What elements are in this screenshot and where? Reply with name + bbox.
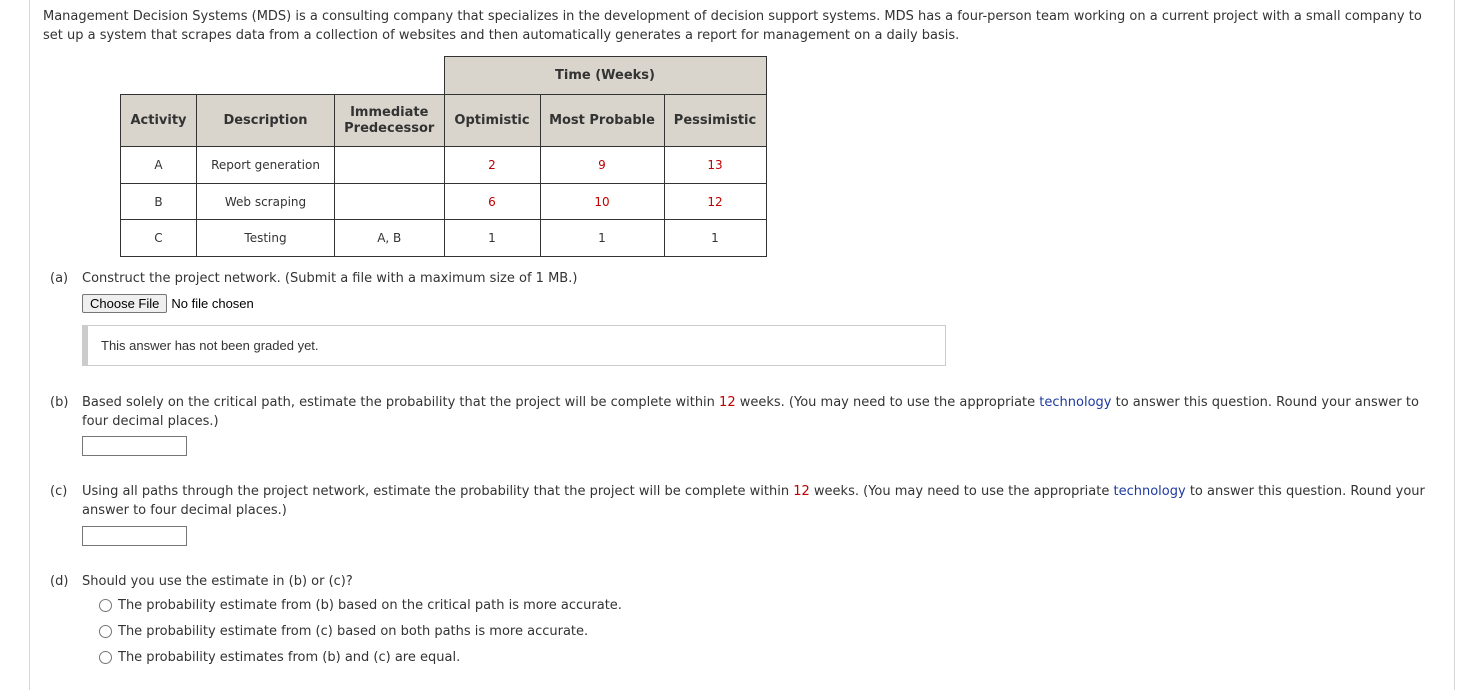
pessimistic-header: Pessimistic	[664, 95, 766, 147]
part-a-question	[50, 269, 577, 288]
predecessor-header: Immediate Predecessor	[335, 95, 445, 147]
technology-link[interactable]: technology	[1113, 484, 1186, 499]
predecessor-cell: A, B	[335, 220, 445, 257]
pessimistic-cell: 13	[664, 147, 766, 184]
weeks-value: 12	[719, 395, 736, 410]
file-status: No file chosen	[171, 296, 254, 311]
activity-cell: C	[121, 220, 197, 257]
most-probable-cell: 9	[540, 147, 664, 184]
optimistic-cell: 2	[444, 147, 540, 184]
radio-label: The probability estimates from (b) and (c) are equal.	[118, 650, 461, 665]
part-c-answer-input[interactable]	[82, 526, 187, 546]
radio-button[interactable]	[99, 599, 112, 612]
part-b-label: (b)	[50, 395, 69, 410]
part-a-text: Construct the project network. (Submit a file with a maximum size of 1 MB.)	[82, 271, 578, 286]
weeks-value: 12	[793, 484, 810, 499]
description-cell: Web scraping	[197, 184, 335, 220]
radio-label: The probability estimate from (c) based on both paths is more accurate.	[118, 624, 589, 639]
activity-header: Activity	[121, 95, 197, 147]
radio-option[interactable]	[99, 623, 622, 649]
choose-file-button[interactable]: Choose File	[82, 294, 167, 313]
technology-link[interactable]: technology	[1039, 395, 1112, 410]
radio-button[interactable]	[99, 651, 112, 664]
most-probable-header: Most Probable	[540, 95, 664, 147]
optimistic-cell: 6	[444, 184, 540, 220]
activity-cell: A	[121, 147, 197, 184]
part-b-answer-input[interactable]	[82, 436, 187, 456]
description-cell: Testing	[197, 220, 335, 257]
table-row	[121, 184, 767, 220]
part-c-label: (c)	[50, 484, 68, 499]
pessimistic-cell: 1	[664, 220, 766, 257]
predecessor-cell	[335, 147, 445, 184]
description-cell: Report generation	[197, 147, 335, 184]
part-d-options	[99, 597, 622, 675]
time-weeks-header: Time (Weeks)	[444, 57, 766, 95]
problem-intro: Management Decision Systems (MDS) is a consulting company that specializes in the development of decision support systems. MDS has a four-person team working on a current project with a small company to set up a system that scrapes data from a collection of websites and then automatically generates a report for management on a daily basis.	[43, 9, 1422, 43]
activity-table	[120, 56, 767, 257]
table-row	[121, 147, 767, 184]
file-upload	[82, 294, 254, 313]
radio-label: The probability estimate from (b) based on the critical path is more accurate.	[118, 598, 622, 613]
grading-feedback: This answer has not been graded yet.	[82, 325, 946, 366]
part-a-label: (a)	[50, 271, 69, 286]
radio-button[interactable]	[99, 625, 112, 638]
radio-option[interactable]	[99, 649, 622, 675]
optimistic-header: Optimistic	[444, 95, 540, 147]
radio-option[interactable]	[99, 597, 622, 623]
part-d-text: Should you use the estimate in (b) or (c)?	[82, 574, 353, 589]
part-b-question: (b) Based solely on the critical path, estimate the probability that the project will be complete within 12 weeks. (You may need to use the appropriate technology to answer this question. Round your answer to four decimal places.)	[50, 395, 1419, 429]
part-c-question: (c) Using all paths through the project network, estimate the probability that the project will be complete within 12 weeks. (You may need to use the appropriate technology to answer this question. Round your answer to four decimal places.)	[50, 484, 1425, 518]
activity-cell: B	[121, 184, 197, 220]
part-d-question	[50, 572, 353, 591]
part-d-label: (d)	[50, 574, 69, 589]
predecessor-cell	[335, 184, 445, 220]
pessimistic-cell: 12	[664, 184, 766, 220]
table-row	[121, 220, 767, 257]
most-probable-cell: 10	[540, 184, 664, 220]
description-header: Description	[197, 95, 335, 147]
most-probable-cell: 1	[540, 220, 664, 257]
optimistic-cell: 1	[444, 220, 540, 257]
